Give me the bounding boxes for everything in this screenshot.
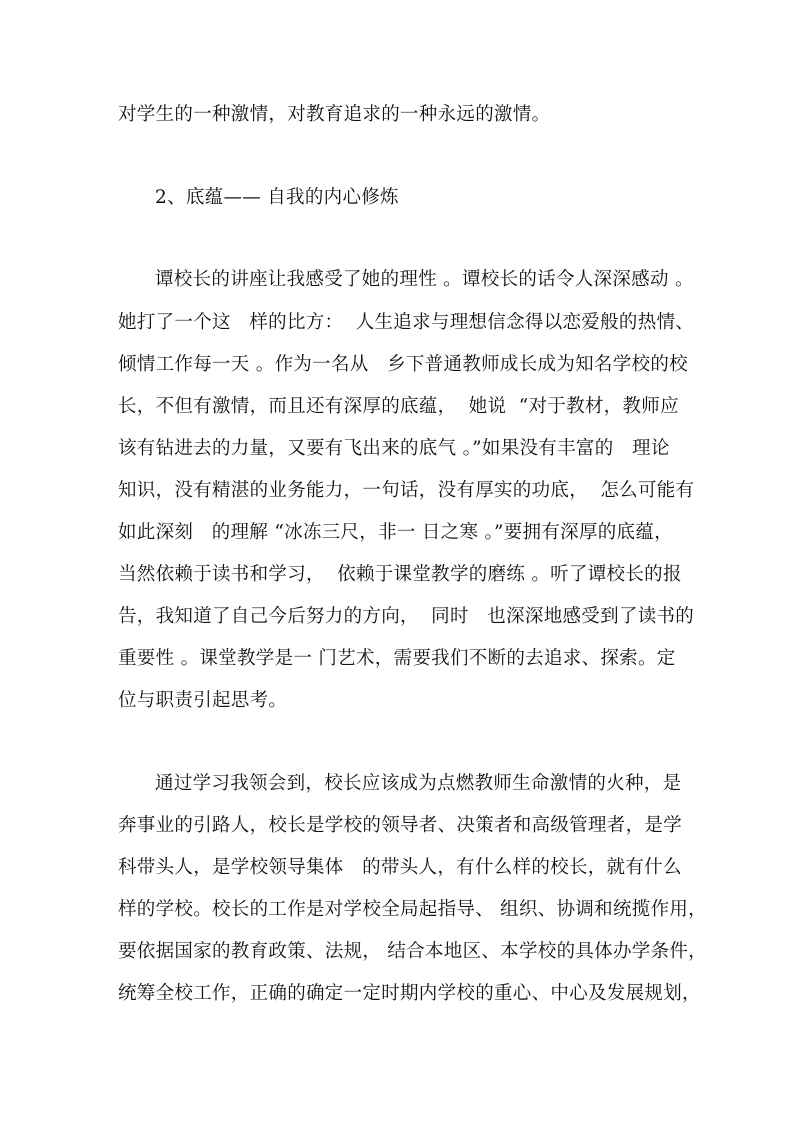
text-line: 奔事业的引路人，校长是学校的领导者、决策者和高级管理者，是学 bbox=[118, 815, 683, 836]
text-line: 长，不但有激情，而且还有深厚的底蕴， 她说 “对于教材，教师应 bbox=[118, 396, 679, 417]
text-line: 该有钻进去的力量，又要有飞出来的底气 。”如果没有丰富的 理论 bbox=[118, 438, 670, 459]
section-heading: 2、底蕴—— 自我的内心修炼 bbox=[155, 187, 399, 208]
text-line: 位与职责引起思考。 bbox=[118, 690, 288, 711]
text-line: 当然依赖于读书和学习， 依赖于课堂教学的磨练 。听了谭校长的报 bbox=[118, 564, 682, 585]
text-line: 样的学校。校长的工作是对学校全局起指导、 组织、协调和统揽作用， bbox=[118, 899, 707, 920]
text-line: 要依据国家的教育政策、法规， 结合本地区、本学校的具体办学条件， bbox=[118, 941, 707, 962]
text-line: 重要性 。课堂教学是一 门艺术，需要我们不断的去追求、探索。定 bbox=[118, 648, 676, 669]
text-line: 科带头人，是学校领导集体 的带头人，有什么样的校长，就有什么 bbox=[118, 857, 682, 878]
text-line: 倾情工作每一天 。作为一名从 乡下普通教师成长成为知名学校的校 bbox=[118, 354, 688, 375]
text-line: 统筹全校工作，正确的确定一定时期内学校的重心、中心及发展规划， bbox=[118, 983, 701, 1004]
text-line: 对学生的一种激情，对教育追求的一种永远的激情。 bbox=[118, 104, 551, 125]
paragraph-first-line: 通过学习我领会到，校长应该成为点燃教师生命激情的火种，是 bbox=[155, 773, 682, 794]
text-line: 如此深刻 的理解 “冰冻三尺，非一 日之寒 。”要拥有深厚的底蕴， bbox=[118, 522, 673, 543]
paragraph-first-line: 谭校长的讲座让我感受了她的理性 。谭校长的话令人深深感动 。 bbox=[155, 269, 694, 290]
text-line: 告，我知道了自己今后努力的方向， 同时 也深深地感受到了读书的 bbox=[118, 606, 695, 627]
text-line: 知识，没有精湛的业务能力，一句话，没有厚实的功底， 怎么可能有 bbox=[118, 480, 695, 501]
text-line: 她打了一个这 样的比方： 人生追求与理想信念得以恋爱般的热情、 bbox=[118, 312, 695, 333]
